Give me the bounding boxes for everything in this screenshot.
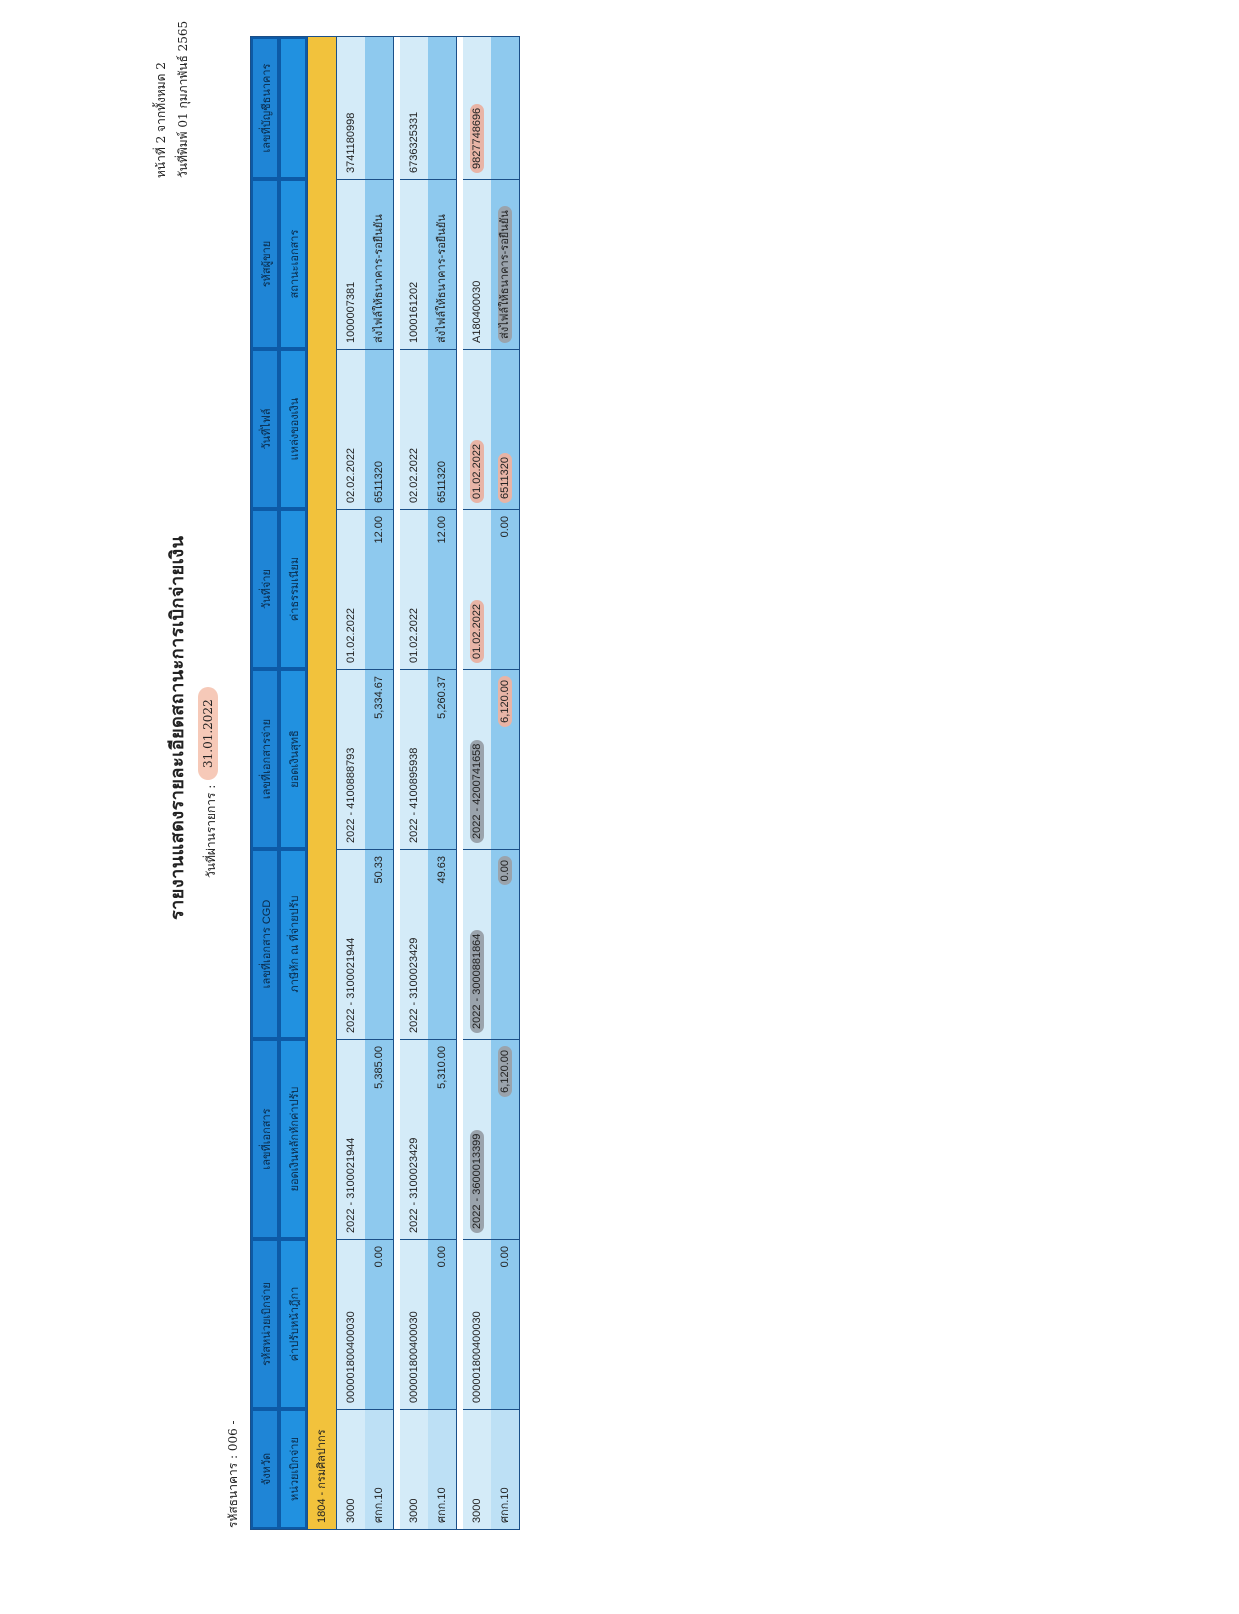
page-label: หน้าที่ xyxy=(154,147,168,178)
cell-amount-after-fine xyxy=(491,1039,519,1239)
cell-unit-code: 000001800400030 xyxy=(463,1239,491,1409)
highlight-mark: 2022 - 3600013399 xyxy=(470,1130,484,1233)
highlight-mark: 6511320 xyxy=(498,453,512,503)
cell-cgd-doc-no: 2022 - 3100023429 xyxy=(400,849,428,1039)
cell-vendor-code: 1000007381 xyxy=(337,179,365,349)
highlight-mark: ส่งไฟล์ให้ธนาคาร-รอยืนยัน xyxy=(498,206,512,343)
row-divider xyxy=(393,37,400,1529)
cell-cgd-doc-no xyxy=(463,849,491,1039)
cell-fund-source: 6511320 xyxy=(428,349,456,509)
cell-doc-status: ส่งไฟล์ให้ธนาคาร-รอยืนยัน xyxy=(428,179,456,349)
print-date-label: วันที่พิมพ์ xyxy=(176,131,190,178)
header-row-1 xyxy=(251,37,279,1529)
highlight-mark: 6,120.00 xyxy=(498,676,512,727)
cell-empty xyxy=(365,37,393,179)
header-fee: ค่าธรรมเนียม xyxy=(279,509,307,669)
cell-withholding-tax xyxy=(491,849,519,1039)
row-divider xyxy=(456,37,463,1529)
cell-withholding-tax: 50.33 xyxy=(365,849,393,1039)
header-empty xyxy=(279,37,307,179)
cell-vendor-code: A180400030 xyxy=(463,179,491,349)
cell-net-amount xyxy=(491,669,519,849)
print-date: 01 กุมภาพันธ์ 2565 xyxy=(176,20,190,128)
highlight-mark: 6,120.00 xyxy=(498,1046,512,1097)
cell-unit: ศกก.10 xyxy=(428,1409,456,1529)
cell-fund-source: 6511320 xyxy=(365,349,393,509)
cell-province: 3000 xyxy=(400,1409,428,1529)
table-row xyxy=(463,37,491,1529)
cell-bank-account: 3741180998 xyxy=(337,37,365,179)
cell-fee: 0.00 xyxy=(491,509,519,669)
cell-doc-no: 2022 - 3100023429 xyxy=(400,1039,428,1239)
table-row xyxy=(491,37,519,1529)
cell-fine: 0.00 xyxy=(491,1239,519,1409)
header-unit: หน่วยเบิกจ่าย xyxy=(279,1409,307,1529)
rotated-report-sheet xyxy=(122,20,1140,1540)
cell-bank-account: 6736325331 xyxy=(400,37,428,179)
table-row xyxy=(400,37,428,1529)
bank-code-label: รหัสธนาคาร : xyxy=(226,1454,240,1528)
cell-unit: ศกก.10 xyxy=(365,1409,393,1529)
cell-fine: 0.00 xyxy=(365,1239,393,1409)
cell-bank-account xyxy=(463,37,491,179)
page-number: 2 xyxy=(154,135,168,144)
header-unit-code: รหัสหน่วยเบิกจ่าย xyxy=(251,1239,279,1409)
cell-withholding-tax: 49.63 xyxy=(428,849,456,1039)
highlight-mark: 9827748696 xyxy=(470,104,484,173)
header-doc-no: เลขที่เอกสาร xyxy=(251,1039,279,1239)
cell-fee: 12.00 xyxy=(428,509,456,669)
header-pay-date: วันที่จ่าย xyxy=(251,509,279,669)
cell-empty xyxy=(428,37,456,179)
cell-fine: 0.00 xyxy=(428,1239,456,1409)
header-vendor-code: รหัสผู้ขาย xyxy=(251,179,279,349)
highlight-mark: 01.02.2022 xyxy=(470,600,484,663)
cell-doc-status xyxy=(491,179,519,349)
cell-file-date: 02.02.2022 xyxy=(337,349,365,509)
header-payment-doc-no: เลขที่เอกสารจ่าย xyxy=(251,669,279,849)
transaction-date-value: 31.01.2022 xyxy=(198,687,218,780)
total-label: จากทั้งหมด xyxy=(154,73,168,132)
transaction-date-label: วันที่ผ่านรายการ : xyxy=(204,784,218,878)
cell-cgd-doc-no: 2022 - 3100021944 xyxy=(337,849,365,1039)
cell-payment-doc-no: 2022 - 4100888793 xyxy=(337,669,365,849)
total-pages: 2 xyxy=(154,62,168,70)
cell-pay-date: 01.02.2022 xyxy=(400,509,428,669)
cell-pay-date xyxy=(463,509,491,669)
table-row xyxy=(337,37,365,1529)
highlight-mark: 0.00 xyxy=(498,856,512,885)
cell-empty xyxy=(491,37,519,179)
cell-file-date: 02.02.2022 xyxy=(400,349,428,509)
bank-code xyxy=(224,1420,243,1528)
cell-file-date xyxy=(463,349,491,509)
header-fine: ค่าปรับหน้าฎีกา xyxy=(279,1239,307,1409)
report-title: รายงานแสดงรายละเอียดสถานะการเบิกจ่ายเงิน xyxy=(167,535,188,920)
cell-unit-code: 000001800400030 xyxy=(337,1239,365,1409)
cell-province: 3000 xyxy=(463,1409,491,1529)
cell-amount-after-fine: 5,385.00 xyxy=(365,1039,393,1239)
cell-payment-doc-no: 2022 - 4100895938 xyxy=(400,669,428,849)
cell-vendor-code: 1000161202 xyxy=(400,179,428,349)
cell-province: 3000 xyxy=(337,1409,365,1529)
header-doc-status: สถานะเอกสาร xyxy=(279,179,307,349)
header-fund-source: แหล่งของเงิน xyxy=(279,349,307,509)
cell-fund-source xyxy=(491,349,519,509)
page-info xyxy=(150,21,194,178)
cell-unit: ศกก.10 xyxy=(491,1409,519,1529)
header-province: จังหวัด xyxy=(251,1409,279,1529)
cell-net-amount: 5,260.37 xyxy=(428,669,456,849)
cell-payment-doc-no xyxy=(463,669,491,849)
cell-pay-date: 01.02.2022 xyxy=(337,509,365,669)
highlight-mark: 2022 - 4200741658 xyxy=(470,740,484,843)
header-bank-account: เลขที่บัญชีธนาคาร xyxy=(251,37,279,179)
header-net-amount: ยอดเงินสุทธิ xyxy=(279,669,307,849)
cell-doc-status: ส่งไฟล์ให้ธนาคาร-รอยืนยัน xyxy=(365,179,393,349)
cell-doc-no: 2022 - 3100021944 xyxy=(337,1039,365,1239)
bank-code-value: 006 - xyxy=(226,1420,240,1452)
cell-unit-code: 000001800400030 xyxy=(400,1239,428,1409)
highlight-mark: 01.02.2022 xyxy=(470,440,484,503)
header-amount-after-fine: ยอดเงินหลักหักค่าปรับ xyxy=(279,1039,307,1239)
cell-doc-no xyxy=(463,1039,491,1239)
header-row-2 xyxy=(279,37,307,1529)
header-file-date: วันที่ไฟล์ xyxy=(251,349,279,509)
highlight-mark: 2022 - 3000881864 xyxy=(470,930,484,1033)
table-row xyxy=(365,37,393,1529)
cell-net-amount: 5,334.67 xyxy=(365,669,393,849)
cell-fee: 12.00 xyxy=(365,509,393,669)
table-row xyxy=(428,37,456,1529)
header-withholding-tax: ภาษีหัก ณ ที่จ่ายปรับ xyxy=(279,849,307,1039)
payment-status-table xyxy=(250,36,520,1530)
header-cgd-doc-no: เลขที่เอกสาร CGD xyxy=(251,849,279,1039)
cell-amount-after-fine: 5,310.00 xyxy=(428,1039,456,1239)
section-department: 1804 - กรมศิลปากร xyxy=(307,37,337,1529)
